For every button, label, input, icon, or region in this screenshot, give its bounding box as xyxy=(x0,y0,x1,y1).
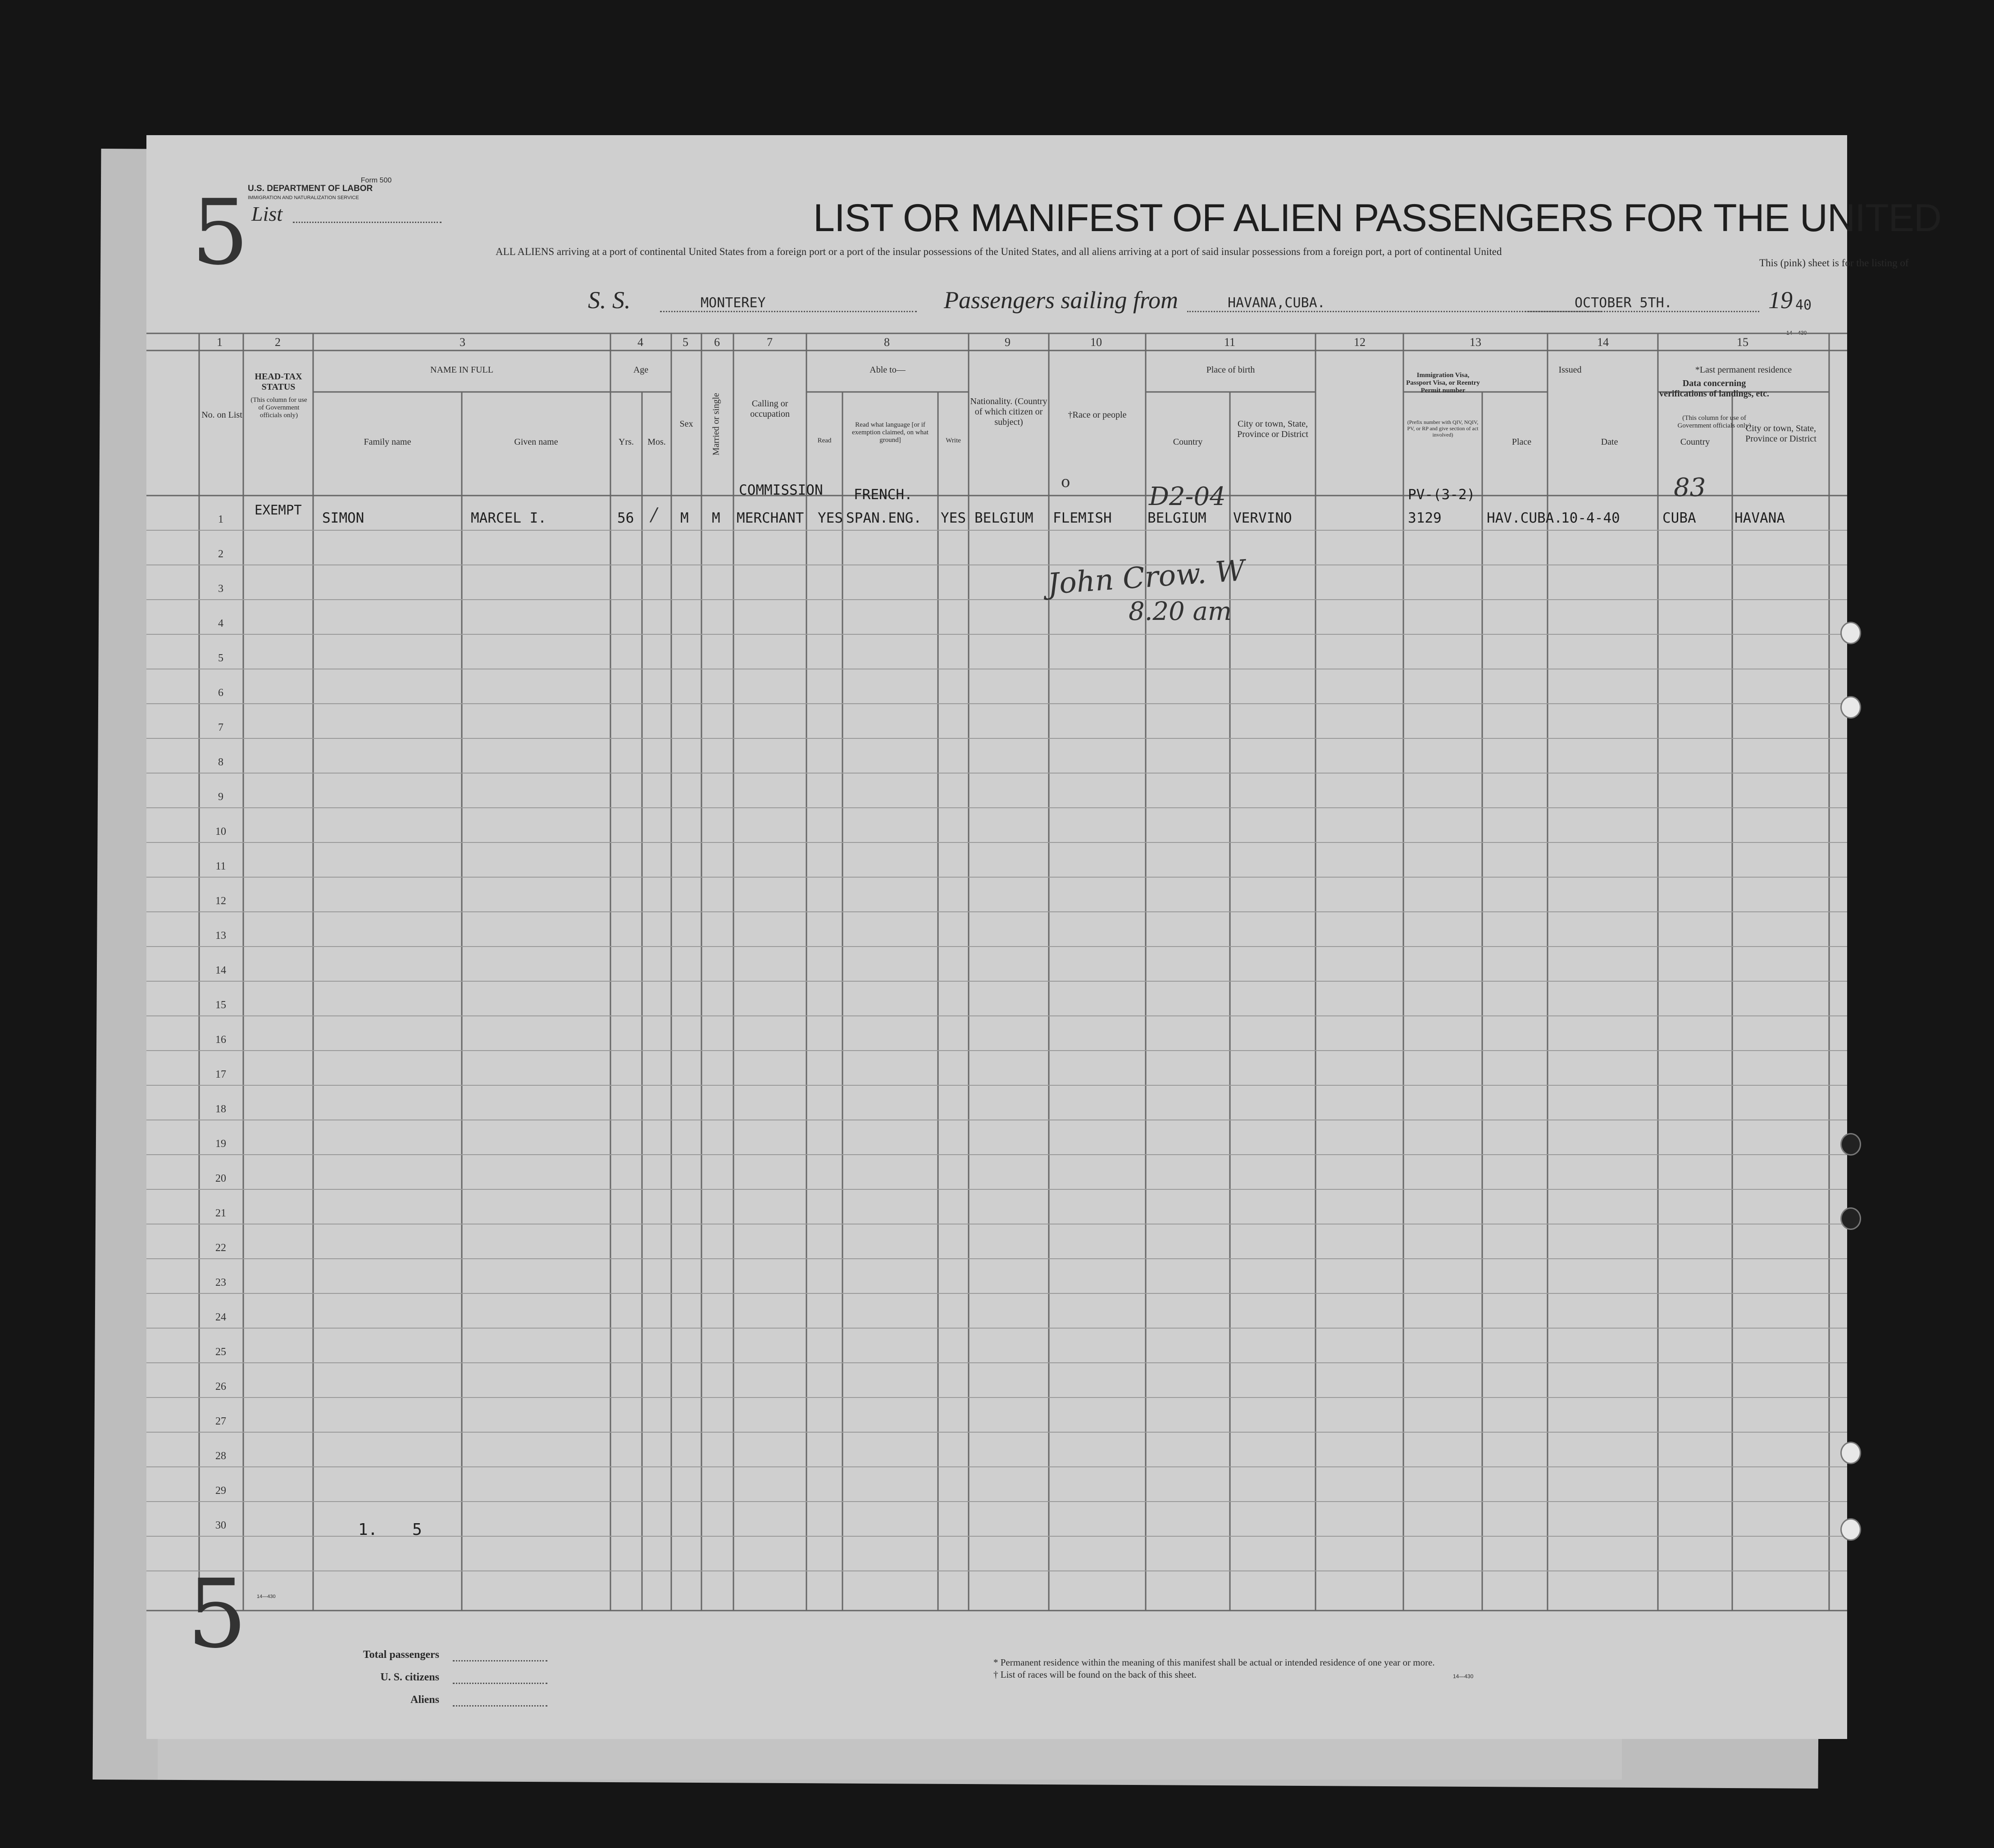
date-line xyxy=(1525,311,1759,312)
row-number: 24 xyxy=(215,1311,226,1323)
col-num-2: 2 xyxy=(275,336,281,349)
row-number: 22 xyxy=(215,1242,226,1254)
entry-write: YES xyxy=(941,510,966,526)
hdr-visa-note: (Prefix number with QIV, NQIV, PV, or RP and give section of act involved) xyxy=(1407,419,1479,438)
punch-hole xyxy=(1840,1133,1861,1156)
entry-calling-line2: MERCHANT xyxy=(737,510,804,526)
col-num-7: 7 xyxy=(767,336,773,349)
sailing-date: OCTOBER 5TH. xyxy=(1575,295,1672,311)
col-num-10: 10 xyxy=(1090,336,1102,349)
entry-birth-city: VERVINO xyxy=(1233,510,1292,526)
department: U.S. DEPARTMENT OF LABOR xyxy=(248,184,373,193)
hdr-read-lang: Read what language [or if exemption claimed, on what ground] xyxy=(852,421,929,444)
hdr-res-country: Country xyxy=(1680,437,1710,447)
hw-code: D2-04 xyxy=(1149,482,1226,511)
service: IMMIGRATION AND NATURALIZATION SERVICE xyxy=(248,195,359,200)
corner-code: 14—430 xyxy=(1786,330,1807,336)
row-number: 25 xyxy=(215,1346,226,1358)
entry-birth-country: BELGIUM xyxy=(1147,510,1206,526)
us-citizens-line xyxy=(453,1683,547,1684)
list-line xyxy=(293,222,442,223)
entry-visa-line1: PV-(3-2) xyxy=(1408,487,1475,503)
entry-res-country: CUBA xyxy=(1662,510,1696,526)
us-citizens-label: U. S. citizens xyxy=(380,1671,439,1683)
footnote-code: 14—430 xyxy=(1453,1673,1474,1680)
row-number: 3 xyxy=(218,583,223,595)
hdr-issued-place: Place xyxy=(1511,437,1532,447)
aliens-label: Aliens xyxy=(410,1694,439,1706)
hdr-yrs: Yrs. xyxy=(619,437,634,447)
hdr-head-tax-note: (This column for use of Government officials only) xyxy=(250,396,307,419)
entry-res-city: HAVANA xyxy=(1735,510,1785,526)
row-number: 20 xyxy=(215,1173,226,1184)
col-num-1: 1 xyxy=(217,336,223,349)
hdr-visa: Immigration Visa, Passport Visa, or Reentry Permit number xyxy=(1406,372,1480,394)
row-number: 23 xyxy=(215,1277,226,1288)
sailing-label: Passengers sailing from xyxy=(944,287,1179,314)
hdr-nationality: Nationality. (Country of which citizen or subject) xyxy=(970,396,1047,427)
col-num-9: 9 xyxy=(1005,336,1011,349)
entry-nationality: BELGIUM xyxy=(974,510,1033,526)
hdr-no-on-list: No. on List xyxy=(201,410,242,420)
row29-mark-a: 1. xyxy=(358,1520,378,1539)
footnote-races: † List of races will be found on the back of this sheet. xyxy=(993,1669,1197,1680)
entry-sex: M xyxy=(680,510,689,526)
row-number: 11 xyxy=(215,860,226,872)
form-number: Form 500 xyxy=(360,177,392,184)
row-number: 28 xyxy=(215,1450,226,1462)
row-number: 16 xyxy=(215,1034,226,1046)
row-number: 1 xyxy=(218,514,223,525)
entry-language-line2: SPAN.ENG. xyxy=(846,510,922,526)
entry-age-mos: / xyxy=(651,505,657,525)
ship-line xyxy=(660,311,917,312)
col-num-12: 12 xyxy=(1354,336,1366,349)
hw-race-mark: o xyxy=(1061,473,1070,491)
col-num-8: 8 xyxy=(884,336,890,349)
hw-inspector-note: John Crow. W xyxy=(1046,554,1246,601)
punch-hole xyxy=(1840,1207,1861,1230)
punch-hole xyxy=(1840,1518,1861,1541)
col-num-6: 6 xyxy=(714,336,720,349)
row-number: 10 xyxy=(215,826,226,838)
row-number: 17 xyxy=(215,1069,226,1080)
row-number: 26 xyxy=(215,1381,226,1393)
entry-read: YES xyxy=(818,510,843,526)
punch-hole xyxy=(1840,696,1861,719)
hw-time-note: 8.20 am xyxy=(1129,597,1232,626)
hdr-able-to: Able to— xyxy=(870,365,906,375)
row-number: 15 xyxy=(215,999,226,1011)
row-number: 9 xyxy=(218,791,223,803)
manifest-sheet xyxy=(146,135,1942,1739)
col-num-4: 4 xyxy=(637,336,643,349)
col-num-13: 13 xyxy=(1470,336,1481,349)
row-number: 8 xyxy=(218,756,223,768)
row-number: 12 xyxy=(215,895,226,907)
punch-hole xyxy=(1840,1442,1861,1464)
row-number: 21 xyxy=(215,1207,226,1219)
hdr-last-residence: *Last permanent residence xyxy=(1695,365,1792,375)
footer-mark: 5 xyxy=(187,1559,247,1669)
entry-head-tax: EXEMPT xyxy=(255,502,302,518)
hdr-place-of-birth: Place of birth xyxy=(1206,365,1255,375)
punch-hole xyxy=(1840,622,1861,644)
row-number: 13 xyxy=(215,930,226,942)
year-prefix: 19 xyxy=(1768,287,1793,314)
subtitle-line-1: ALL ALIENS arriving at a port of continental United States from a foreign port or a port of the insular possessions of the United States, and all aliens arriving at a port of said insular possessions from a foreign port, a port of continental United xyxy=(496,246,1502,257)
row-number: 2 xyxy=(218,548,223,560)
page-mark: 5 xyxy=(191,180,249,285)
entry-given-name: MARCEL I. xyxy=(471,510,546,526)
row-number: 27 xyxy=(215,1416,226,1427)
entry-married: M xyxy=(712,510,720,526)
entry-race: FLEMISH xyxy=(1053,510,1112,526)
row-number: 4 xyxy=(218,618,223,629)
hdr-data-concerning: Data concerning verifications of landings, etc. xyxy=(1659,378,1769,399)
hdr-name-in-full: NAME IN FULL xyxy=(430,365,493,375)
year-suffix: 40 xyxy=(1795,297,1812,313)
row29-mark-b: 5 xyxy=(412,1520,422,1539)
col-num-15: 15 xyxy=(1737,336,1748,349)
hdr-res-city: City or town, State, Province or District xyxy=(1745,423,1816,444)
col-num-11: 11 xyxy=(1224,336,1236,349)
entry-family-name: SIMON xyxy=(322,510,364,526)
hdr-married: Married or single xyxy=(711,393,721,455)
entry-visa-line2: 3129 xyxy=(1408,510,1442,526)
total-passengers-label: Total passengers xyxy=(363,1649,439,1661)
hdr-given-name: Given name xyxy=(514,437,558,447)
margin-code: 14—430 xyxy=(257,1594,276,1599)
row-number: 30 xyxy=(215,1520,226,1531)
col-num-5: 5 xyxy=(683,336,688,349)
hdr-data-note: (This column for use of Government officials only) xyxy=(1677,414,1751,429)
row-number: 29 xyxy=(215,1485,226,1497)
total-passengers-line xyxy=(453,1660,547,1661)
row-number: 7 xyxy=(218,722,223,733)
ship-name: MONTEREY xyxy=(701,295,766,311)
entry-calling-line1: COMMISSION xyxy=(739,482,823,498)
list-label: List xyxy=(251,202,283,225)
col-num-14: 14 xyxy=(1597,336,1609,349)
hdr-age: Age xyxy=(633,365,649,375)
hdr-read: Read xyxy=(817,437,832,444)
entry-language-line1: FRENCH. xyxy=(854,487,913,503)
port-name: HAVANA,CUBA. xyxy=(1228,295,1325,311)
subtitle-line-2: This (pink) sheet is for the listing of xyxy=(1759,257,1909,269)
hdr-birth-country: Country xyxy=(1173,437,1203,447)
hdr-birth-city: City or town, State, Province or District xyxy=(1237,419,1308,439)
entry-issued-date: 10-4-40 xyxy=(1561,510,1620,526)
hdr-issued: Issued xyxy=(1558,365,1582,375)
col-num-3: 3 xyxy=(460,336,465,349)
hdr-race: †Race or people xyxy=(1068,410,1127,420)
row-number: 18 xyxy=(215,1103,226,1115)
hw-residence-mark: 83 xyxy=(1674,473,1706,502)
hdr-head-tax: HEAD-TAX STATUS xyxy=(255,372,302,392)
manifest-title: LIST OR MANIFEST OF ALIEN PASSENGERS FOR THE UNITED xyxy=(813,196,1942,240)
row-number: 6 xyxy=(218,687,223,699)
aliens-line xyxy=(453,1705,547,1707)
row-number: 19 xyxy=(215,1138,226,1150)
entry-issued-place: HAV.CUBA. xyxy=(1487,510,1562,526)
hdr-sex: Sex xyxy=(679,419,693,429)
hdr-mos: Mos. xyxy=(647,437,666,447)
row-number: 14 xyxy=(215,965,226,976)
entry-age-yrs: 56 xyxy=(617,510,634,526)
hdr-issued-date: Date xyxy=(1601,437,1618,447)
hdr-write: Write xyxy=(946,437,961,444)
footnote-residence: * Permanent residence within the meaning of this manifest shall be actual or intended residence of one year or more. xyxy=(993,1657,1435,1668)
row-number: 5 xyxy=(218,652,223,664)
ss-label: S. S. xyxy=(588,287,631,314)
hdr-calling: Calling or occupation xyxy=(750,399,790,419)
hdr-family-name: Family name xyxy=(364,437,411,447)
